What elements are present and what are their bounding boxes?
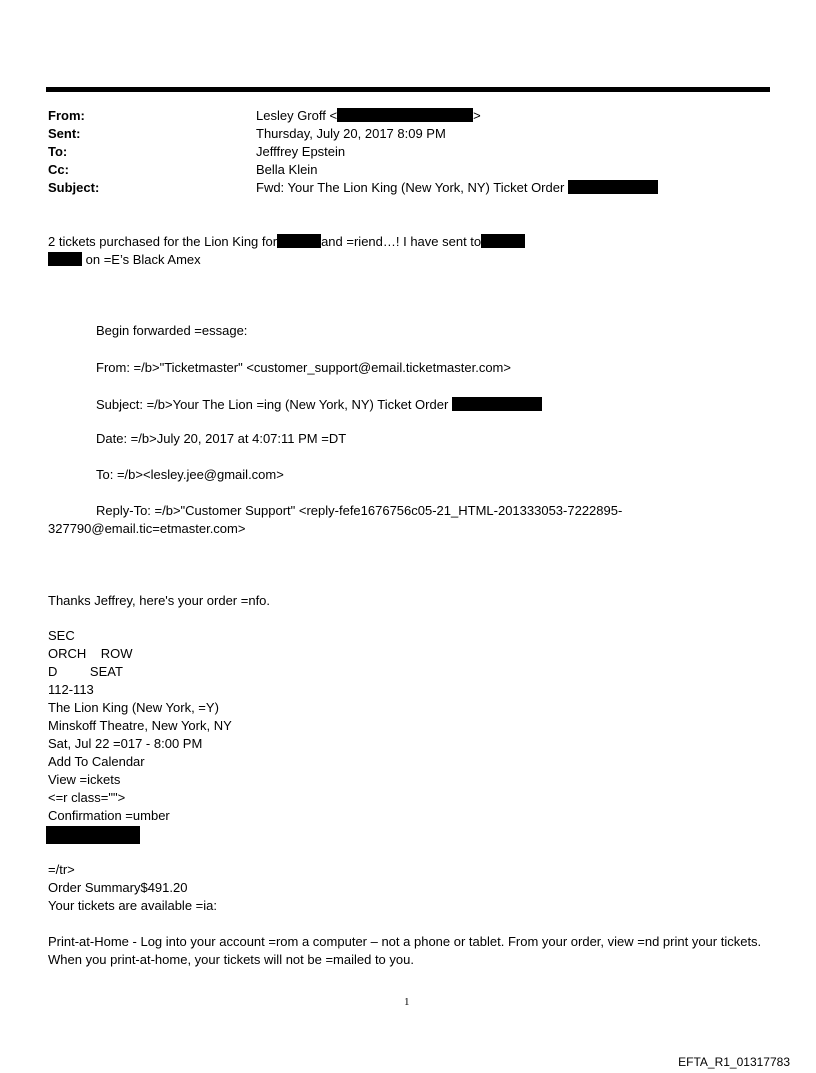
order-line: D SEAT: [48, 664, 123, 679]
subject-text: Fwd: Your The Lion King (New York, NY) Ticket Order: [256, 180, 565, 195]
fwd-from: From: =/b>"Ticketmaster" <customer_support@email.ticketmaster.com>: [96, 360, 511, 375]
redaction-box: [452, 397, 542, 411]
order-line: Add To Calendar: [48, 754, 145, 769]
page-number: 1: [404, 996, 410, 1008]
order-thanks: Thanks Jeffrey, here's your order =nfo.: [48, 593, 271, 608]
intro-line-2: [48, 251, 201, 269]
order-summary: Order Summary$491.20: [48, 880, 188, 895]
redaction-box: [481, 234, 525, 248]
fwd-begin: Begin forwarded =essage:: [96, 323, 248, 338]
order-line: Sat, Jul 22 =017 - 8:00 PM: [48, 736, 203, 751]
order-line: View =ickets: [48, 772, 121, 787]
fwd-reply-to-1: Reply-To: =/b>"Customer Support" <reply-fefe1676756c05-21_HTML-201333053-7222895-: [96, 503, 623, 518]
from-label: From:: [48, 108, 85, 123]
subject-value: [256, 179, 658, 197]
intro-text-3: on =E’s Black Amex: [85, 252, 201, 267]
order-line: 112-113: [48, 682, 94, 697]
header-rule: [46, 87, 770, 92]
order-available: Your tickets are available =ia:: [48, 898, 217, 913]
redaction-box: [337, 108, 473, 122]
cc-value: Bella Klein: [256, 162, 318, 177]
to-label: To:: [48, 144, 68, 159]
order-line: Minskoff Theatre, New York, NY: [48, 718, 232, 733]
sent-label: Sent:: [48, 126, 81, 141]
order-details: [48, 627, 232, 825]
cc-label: Cc:: [48, 162, 69, 177]
intro-line-1: [48, 233, 525, 251]
fwd-date: Date: =/b>July 20, 2017 at 4:07:11 PM =DT: [96, 431, 347, 446]
to-value: Jefffrey Epstein: [256, 144, 346, 159]
subject-label: Subject:: [48, 180, 100, 195]
fwd-subject-line: [96, 396, 542, 414]
order-line: ORCH ROW: [48, 646, 133, 661]
order-line: SEC: [48, 628, 75, 643]
redaction-box: [46, 826, 140, 844]
order-line: Confirmation =umber: [48, 808, 170, 823]
from-name: Lesley Groff <: [256, 108, 338, 123]
bates-number: EFTA_R1_01317783: [678, 1055, 790, 1069]
redaction-box: [568, 180, 658, 194]
sent-value: Thursday, July 20, 2017 8:09 PM: [256, 126, 446, 141]
from-value: [256, 107, 481, 125]
from-tail: >: [473, 108, 481, 123]
order-line: <=r class="">: [48, 790, 126, 805]
print-at-home-paragraph: Print-at-Home - Log into your account =rom a computer – not a phone or tablet. From your order, view =nd print your tickets. When you print-at-home, your tickets will not be =mailed to you.: [48, 934, 762, 967]
redaction-box: [48, 252, 82, 266]
fwd-to: To: =/b><lesley.jee@gmail.com>: [96, 467, 284, 482]
redaction-box: [277, 234, 321, 248]
order-tr: =/tr>: [48, 862, 75, 877]
intro-text-1: 2 tickets purchased for the Lion King for: [48, 234, 278, 249]
order-line: The Lion King (New York, =Y): [48, 700, 219, 715]
fwd-subject: Subject: =/b>Your The Lion =ing (New York, NY) Ticket Order: [96, 397, 449, 412]
fwd-reply-to-2: 327790@email.tic=etmaster.com>: [48, 521, 246, 536]
intro-text-2: and =riend…! I have sent to: [321, 234, 482, 249]
